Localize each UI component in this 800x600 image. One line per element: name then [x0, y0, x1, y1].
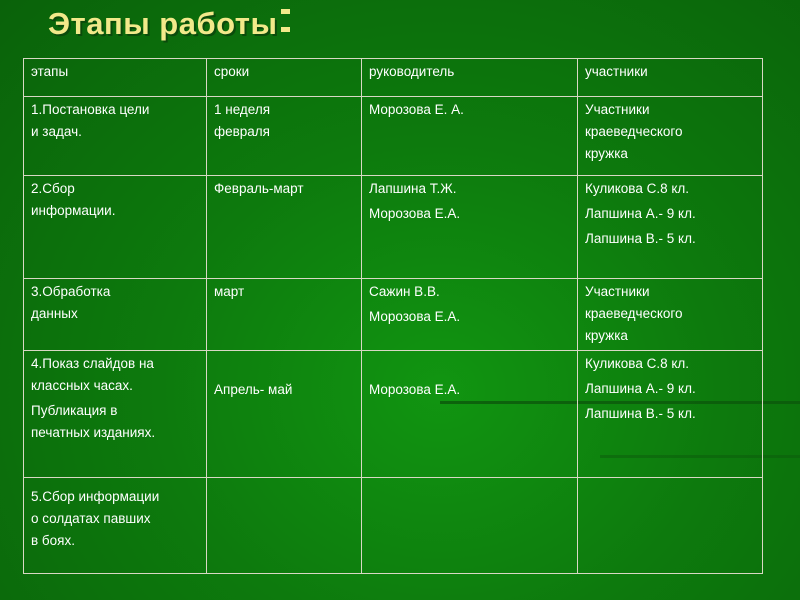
cell-line: Морозова Е.А. — [369, 206, 461, 221]
table-row — [24, 351, 763, 478]
table-row — [24, 478, 763, 574]
cell-line: в боях. — [31, 533, 75, 548]
cell-line: Морозова Е. А. — [369, 102, 464, 117]
cell-line: 2.Сбор — [31, 181, 75, 196]
participants-cell — [578, 279, 763, 351]
cell-line: Сажин В.В. — [369, 284, 440, 299]
cell-line: Лапшина В.- 5 кл. — [585, 231, 696, 246]
cell-line: Лапшина Т.Ж. — [369, 181, 457, 196]
table-row — [24, 97, 763, 176]
term-cell — [207, 279, 362, 351]
stage-cell — [24, 478, 207, 574]
table-header-row — [24, 59, 763, 97]
cell-line: данных — [31, 306, 78, 321]
cell-line: Куликова С.8 кл. — [585, 356, 690, 371]
cell-line: Лапшина В.- 5 кл. — [585, 406, 696, 421]
cell-line: Участники — [585, 284, 650, 299]
stages-table — [23, 58, 763, 574]
cell-line: и задач. — [31, 124, 82, 139]
term-cell — [207, 97, 362, 176]
table-row — [24, 279, 763, 351]
cell-line: Морозова Е.А. — [369, 309, 461, 324]
cell-line: 3.Обработка — [31, 284, 111, 299]
cell-line: Публикация в — [31, 403, 118, 418]
cell-line: кружка — [585, 146, 628, 161]
cell-line: кружка — [585, 328, 628, 343]
term-cell — [207, 478, 362, 574]
header-leader: руководитель — [362, 59, 578, 97]
cell-line: печатных изданиях. — [31, 425, 156, 440]
cell-line: 4.Показ слайдов на — [31, 356, 154, 371]
cell-line: информации. — [31, 203, 116, 218]
cell-line: Морозова Е.А. — [369, 382, 461, 397]
slide-title-text: Этапы работы — [48, 6, 278, 41]
header-terms: сроки — [207, 59, 362, 97]
cell-line: краеведческого — [585, 124, 683, 139]
stage-cell — [24, 279, 207, 351]
cell-line: Лапшина А.- 9 кл. — [585, 206, 696, 221]
cell-line: Лапшина А.- 9 кл. — [585, 381, 696, 396]
cell-line: краеведческого — [585, 306, 683, 321]
table-row — [24, 176, 763, 279]
cell-line: февраля — [214, 124, 270, 139]
header-participants: участники — [578, 59, 763, 97]
title-colon-mark — [281, 9, 290, 32]
cell-line: 1 неделя — [214, 102, 271, 117]
header-stages: этапы — [24, 59, 207, 97]
cell-line: Куликова С.8 кл. — [585, 181, 690, 196]
participants-cell — [578, 97, 763, 176]
leader-cell — [362, 478, 578, 574]
participants-cell — [578, 351, 763, 478]
slide-title — [48, 6, 290, 42]
cell-line: 1.Постановка цели — [31, 102, 150, 117]
leader-cell — [362, 279, 578, 351]
leader-cell — [362, 351, 578, 478]
leader-cell — [362, 97, 578, 176]
cell-line: март — [214, 284, 245, 299]
stage-cell — [24, 97, 207, 176]
participants-cell — [578, 478, 763, 574]
leader-cell — [362, 176, 578, 279]
cell-line: Февраль-март — [214, 181, 304, 196]
cell-line: 5.Сбор информации — [31, 489, 160, 504]
stage-cell — [24, 176, 207, 279]
term-cell — [207, 351, 362, 478]
stage-cell — [24, 351, 207, 478]
cell-line: Участники — [585, 102, 650, 117]
participants-cell — [578, 176, 763, 279]
term-cell — [207, 176, 362, 279]
cell-line: о солдатах павших — [31, 511, 151, 526]
cell-line: классных часах. — [31, 378, 133, 393]
cell-line: Апрель- май — [214, 382, 293, 397]
